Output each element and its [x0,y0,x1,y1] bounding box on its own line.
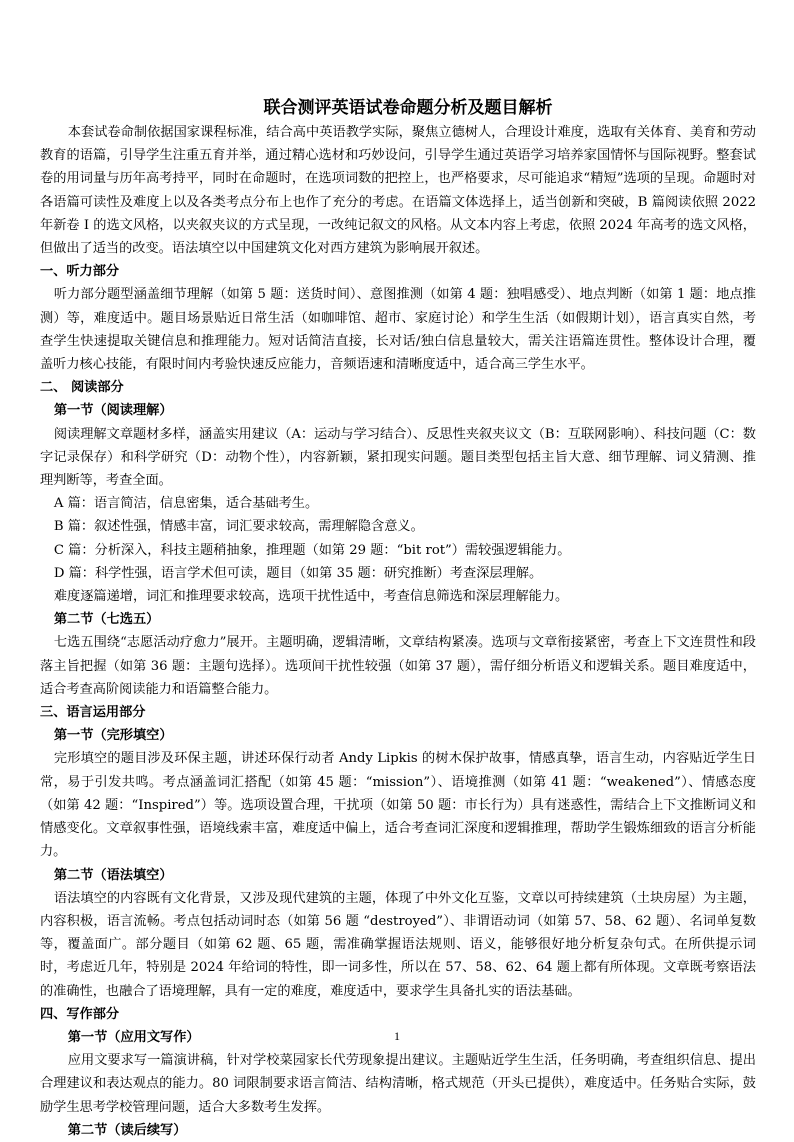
subsection-heading-seven-choose-five: 第二节（七选五） [53,612,160,628]
reading-summary: 难度逐篇递增，词汇和推理要求较高，选项干扰性适中，考查信息筛选和深层理解能力。 [53,589,569,605]
subsection-heading-reading-comprehension: 第一节（阅读理解） [53,403,173,419]
passage-a-note: A 篇：语言简洁，信息密集，适合基础考生。 [53,496,319,512]
practical-writing-paragraph: 应用文要求写一篇演讲稿，针对学校菜园家长代劳现象提出建议。主题贴近学生生活，任务明确，考查组织信息、提出合理建议和表达观点的能力。80 词限制要求语言简洁、结构清晰，格式规范（开头已提供），难度适中。任务贴合实际，鼓励学生思考学校管理问题，适合大多数考生发挥。 [40,1053,756,1115]
cloze-paragraph: 完形填空的题目涉及环保主题，讲述环保行动者 Andy Lipkis 的树木保护故事，情感真挚，语言生动，内容贴近学生日常，易于引发共鸣。考点涵盖词汇搭配（如第 45 题：“mission”）、语境推测（如第 41 题：“weakened”）、情感态度（如第 42 题：“Inspired”）等。选项设置合理，干扰项（如第 50 题：市长行为）具有迷惑性，需结合上下文推断词义和情感变化。文章叙事性强，语境线索丰富，难度适中偏上，适合考查词汇深度和逻辑推理，帮助学生锻炼细致的语言分析能力。 [40,751,756,860]
document-title: 联合测评英语试卷命题分析及题目解析 [263,98,553,118]
intro-paragraph: 本套试卷命制依据国家课程标准，结合高中英语教学实际，聚焦立德树人，合理设计难度，选取有关体育、美育和劳动教育的语篇，引导学生注重五育并举，通过精心选材和巧妙设问，引导学生通过英语学习培养家国情怀与国际视野。整套试卷的用词量与历年高考持平，同时在命题时，在选项词数的把控上，也严格要求，尽可能追求“精短”选项的呈现。命题时对各语篇可读性及难度上以及各类考点分布上也作了充分的考虑。在语篇文体选择上，适当创新和突破，B 篇阅读依照 2022 年新卷 I 的选文风格，以夹叙夹议的方式呈现，一改纯记叙文的风格。从文本内容上考虑，依照 2024 年高考的选文风格，但做出了适当的改变。语法填空以中国建筑文化对西方建筑为影响展开叙述。 [40,125,756,257]
section-heading-writing: 四、写作部分 [40,1006,120,1022]
subsection-heading-grammar-fill: 第二节（语法填空） [53,867,173,883]
seven-choose-five-paragraph: 七选五围绕“志愿活动疗愈力”展开。主题明确，逻辑清晰，文章结构紧凑。选项与文章衔接紧密，考查上下文连贯性和段落主旨把握（如第 36 题：主题句选择）。选项间干扰性较强（如第 37 题），需仔细分析语义和逻辑关系。题目难度适中，适合考查高阶阅读能力和语篇整合能力。 [40,635,756,697]
section-heading-listening: 一、听力部分 [40,264,120,280]
section-heading-language-use: 三、语言运用部分 [40,705,146,721]
listening-paragraph: 听力部分题型涵盖细节理解（如第 5 题：送货时间）、意图推测（如第 4 题：独唱感受）、地点判断（如第 1 题：地点推测）等，难度适中。题目场景贴近日常生活（如咖啡馆、超市、家庭讨论）和学生生活（如假期计划），语言真实自然，考查学生快速提取关键信息和推理能力。短对话简洁直接，长对话/独白信息量较大，需关注语篇连贯性。整体设计合理，覆盖听力核心技能，有限时间内考验快速反应能力，音频语速和清晰度适中，适合高三学生水平。 [40,287,756,373]
subsection-heading-cloze: 第一节（完形填空） [53,728,173,744]
grammar-fill-paragraph: 语法填空的内容既有文化背景，又涉及现代建筑的主题，体现了中外文化互鉴，文章以可持续建筑（土块房屋）为主题，内容积极，语言流畅。考点包括动词时态（如第 56 题 “destroyed”）、非谓语动词（如第 57、58、62 题）、名词单复数等，覆盖面广。部分题目（如第 62 题、65 题，需准确掌握语法规则、语义，能够很好地分析复杂句式。在所供提示词时，考虑近几年，特别是 2024 年给词的特性，即一词多性，所以在 57、58、62、64 题上都有所体现。文章既考察语法的准确性，也融合了语境理解，具有一定的难度，难度适中，要求学生具备扎实的语法基础。 [40,890,756,999]
passage-b-note: B 篇：叙述性强，情感丰富，词汇要求较高，需理解隐含意义。 [53,519,424,535]
passage-c-note: C 篇：分析深入，科技主题稍抽象，推理题（如第 29 题：“bit rot”）需较强逻辑能力。 [53,542,571,558]
passage-d-note: D 篇：科学性强，语言学术但可读，题目（如第 35 题：研究推断）考查深层理解。 [53,565,543,581]
subsection-heading-practical-writing: 第一节（应用文写作） [67,1029,200,1045]
page-number: 1 [394,1029,400,1043]
subsection-heading-continuation-writing: 第二节（读后续写） [67,1122,187,1138]
section-heading-reading: 二、 阅读部分 [40,380,124,396]
reading-comprehension-paragraph: 阅读理解文章题材多样，涵盖实用建议（A：运动与学习结合）、反思性夹叙夹议文（B：互联网影响）、科技问题（C：数字记录保存）和科学研究（D：动物个性），内容新颖，紧扣现实问题。题目类型包括主旨大意、细节理解、词义猜测、推理判断等，考查全面。 [40,426,756,489]
document-page [40,96,756,1142]
